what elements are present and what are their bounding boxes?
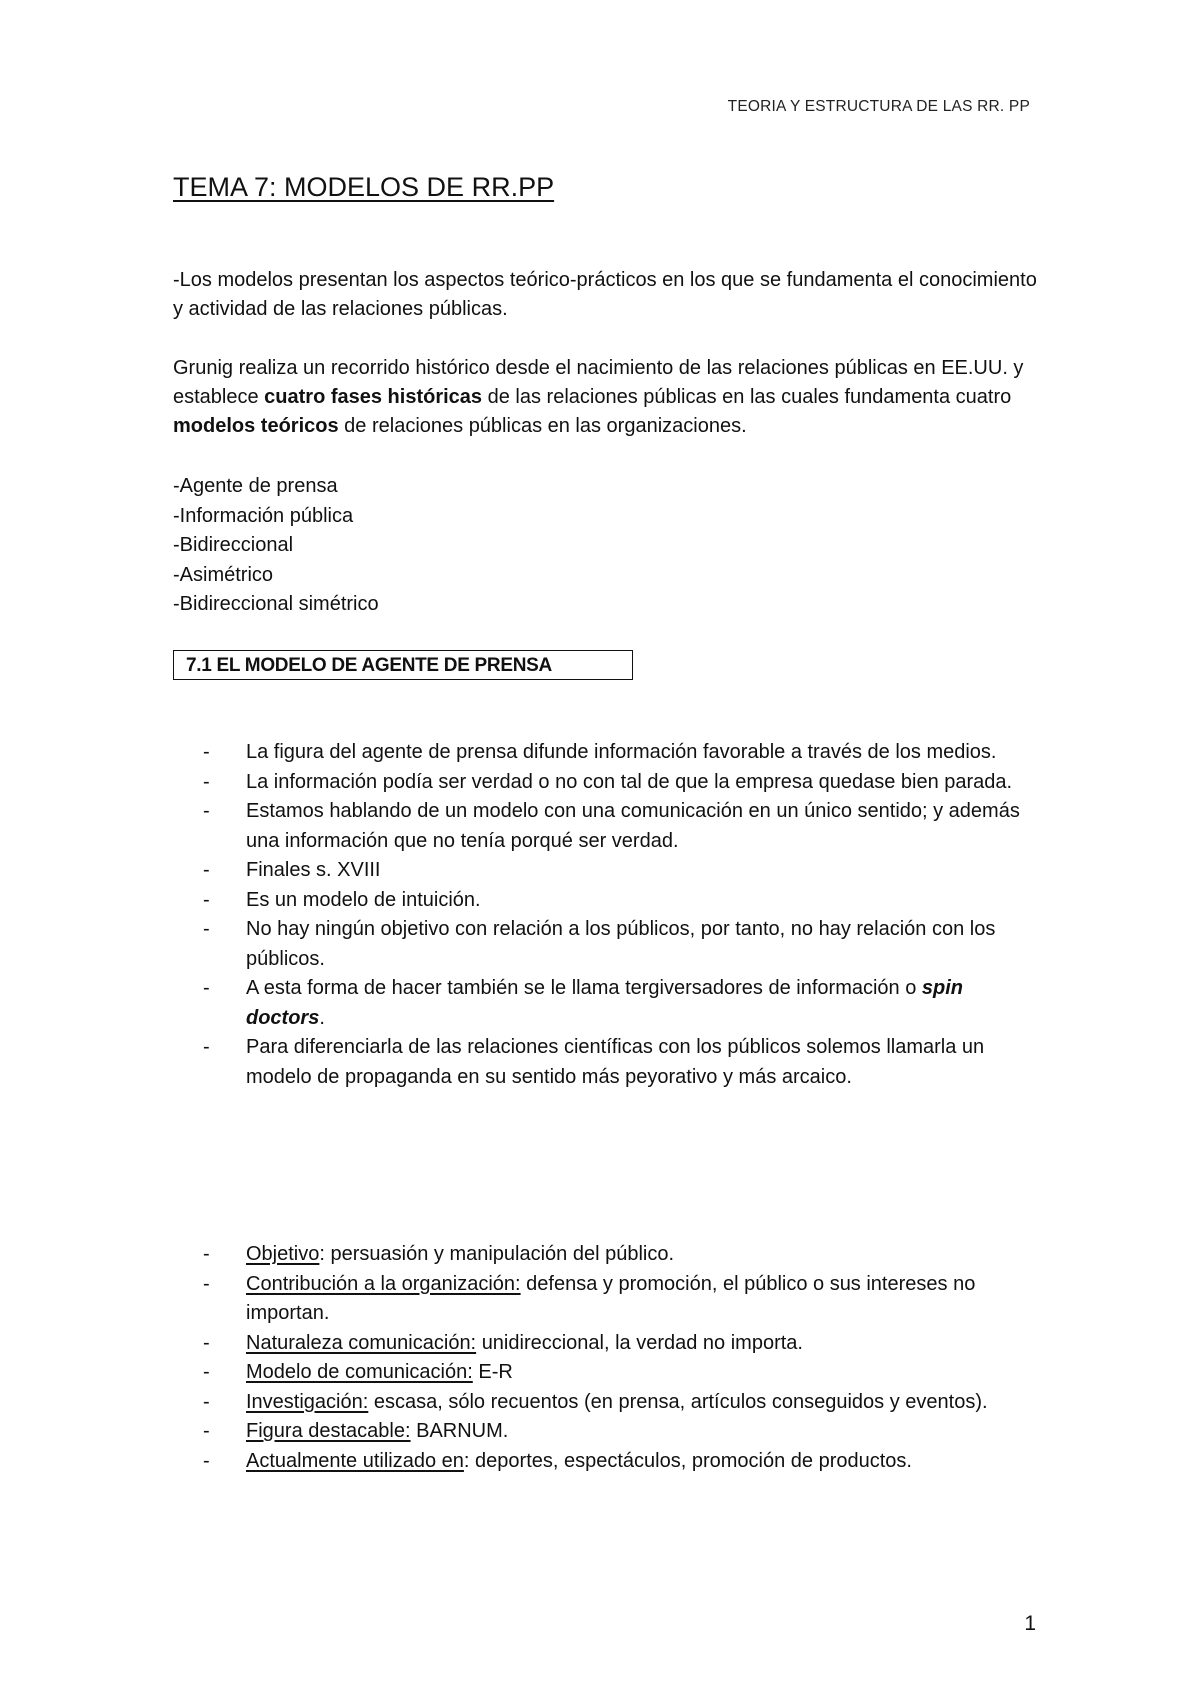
summary-text: defensa y promoción, el público o sus intereses no importan. (246, 1272, 976, 1324)
summary-text: unidireccional, la verdad no importa. (481, 1331, 803, 1354)
list-item (203, 915, 1043, 974)
summary-list (203, 1240, 1043, 1476)
summary-text: persuasión y manipulación del público. (330, 1243, 675, 1265)
list-item-text: A esta forma de hacer también se le llama tergiversadores de información o (246, 977, 922, 999)
bullet-dash: - (203, 1331, 210, 1354)
model-item: -Asimétrico (173, 563, 274, 586)
summary-label: Actualmente utilizado en (246, 1449, 464, 1472)
summary-label: Investigación: (246, 1390, 369, 1413)
bullet-dash: - (203, 741, 210, 763)
bullet-dash: - (203, 1390, 210, 1413)
bullet-dash: - (203, 1036, 210, 1058)
list-item (203, 974, 1043, 1033)
summary-item (203, 1417, 1043, 1447)
bullet-dash: - (203, 918, 210, 940)
bullet-dash: - (203, 977, 210, 999)
intro-paragraph-2 (173, 354, 1043, 441)
list-item (203, 886, 1043, 916)
list-item (203, 768, 1043, 798)
models-list (173, 472, 379, 620)
list-item (203, 797, 1043, 856)
section-heading: 7.1 EL MODELO DE AGENTE DE PRENSA (173, 650, 633, 680)
bold-phrase: cuatro fases históricas (264, 386, 483, 408)
summary-text: deportes, espectáculos, promoción de productos. (475, 1449, 912, 1472)
intro-paragraph-1: -Los modelos presentan los aspectos teórico-prácticos en los que se fundamenta el conocimiento y actividad de las relaciones públicas. (173, 269, 1037, 320)
bold-phrase: modelos teóricos (173, 415, 339, 437)
summary-label: Naturaleza comunicación: (246, 1331, 477, 1354)
bullet-dash: - (203, 1420, 210, 1442)
summary-text: escasa, sólo recuentos (en prensa, artículos conseguidos y eventos). (373, 1390, 988, 1413)
summary-item (203, 1447, 1043, 1477)
summary-label: Figura destacable: (246, 1420, 411, 1442)
summary-item (203, 1270, 1043, 1329)
summary-item (203, 1240, 1043, 1270)
summary-label: Contribución a la organización: (246, 1272, 521, 1295)
list-item-tail: . (319, 1006, 325, 1029)
running-header: TEORIA Y ESTRUCTURA DE LAS RR. PP (727, 98, 1030, 115)
page-number: 1 (1024, 1612, 1036, 1635)
intro-text: de relaciones públicas en las organizaciones. (338, 415, 747, 437)
bullet-dash: - (203, 1361, 210, 1383)
list-item-text: Para diferenciarla de las relaciones científicas con los públicos solemos llamarla un modelo de propaganda en su sentido más peyorativo y más arcaico. (246, 1036, 985, 1088)
summary-text: E-R (478, 1361, 513, 1383)
page-title: TEMA 7: MODELOS DE RR.PP (173, 172, 555, 202)
summary-label: Modelo de comunicación: (246, 1361, 473, 1383)
bullet-dash: - (203, 1272, 210, 1295)
summary-label: Objetivo (246, 1243, 320, 1265)
summary-item (203, 1388, 1043, 1418)
emphasis-term: spin doctors (246, 977, 964, 1029)
bullet-dash: - (203, 1243, 210, 1265)
intro-text: Grunig realiza un recorrido histórico desde el nacimiento de las relaciones públicas en EE.UU. y establece (173, 357, 1024, 408)
bullet-dash: - (203, 888, 210, 911)
bullet-dash: - (203, 1449, 210, 1472)
list-item-text: La información podía ser verdad o no con tal de que la empresa quedase bien parada. (246, 770, 1013, 793)
model-item: -Información pública (173, 504, 354, 527)
model-item: -Agente de prensa (173, 475, 338, 497)
list-item-text: No hay ningún objetivo con relación a los públicos, por tanto, no hay relación con los públicos. (246, 918, 996, 970)
model-item: -Bidireccional (173, 534, 294, 556)
list-item-text: Finales s. XVIII (246, 859, 381, 881)
summary-sep: : (319, 1243, 331, 1265)
summary-sep: : (463, 1449, 476, 1472)
list-item-text: Es un modelo de intuición. (246, 888, 481, 911)
bullet-dash: - (203, 859, 210, 881)
summary-item (203, 1329, 1043, 1359)
list-item (203, 738, 1043, 768)
bullet-dash: - (203, 800, 210, 822)
list-item (203, 1033, 1043, 1092)
list-item (203, 856, 1043, 886)
model-item: -Bidireccional simétrico (173, 593, 379, 615)
list-item-text: Estamos hablando de un modelo con una comunicación en un único sentido; y además una información que no tenía porqué ser verdad. (246, 800, 1020, 852)
bullet-dash: - (203, 770, 210, 793)
summary-item (203, 1358, 1043, 1388)
summary-text: BARNUM. (416, 1420, 509, 1442)
list-item-text: La figura del agente de prensa difunde información favorable a través de los medios. (246, 741, 997, 763)
characteristics-list (203, 738, 1043, 1092)
intro-text: de las relaciones públicas en las cuales fundamenta cuatro (482, 386, 1012, 408)
